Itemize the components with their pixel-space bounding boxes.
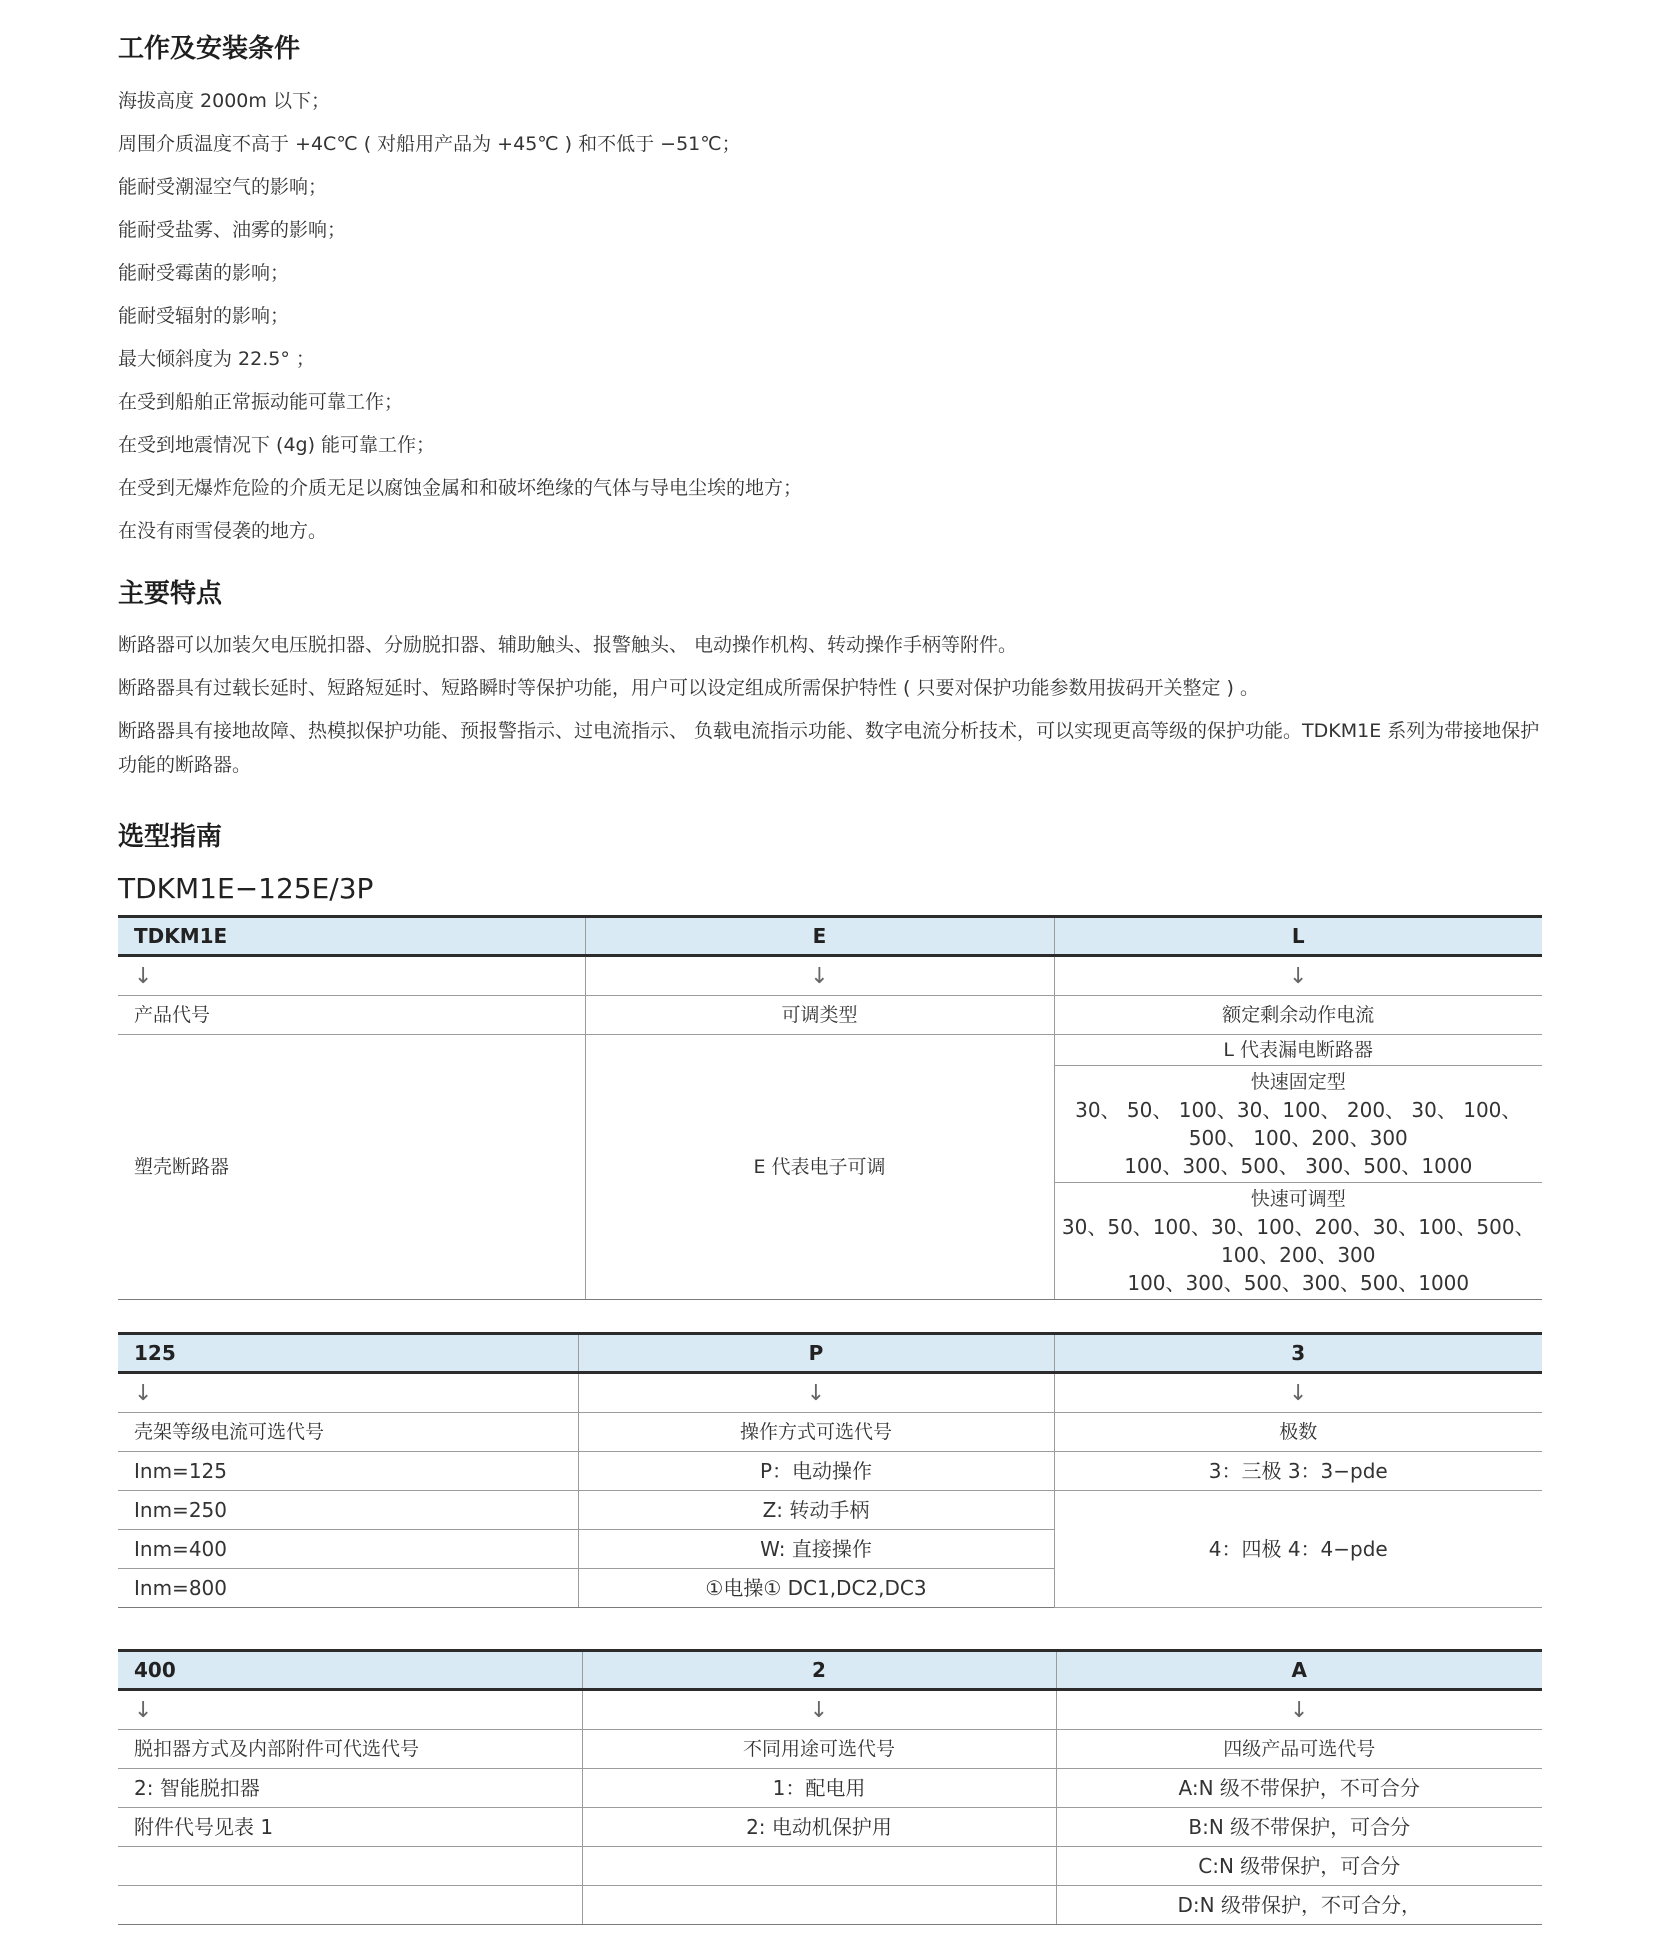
table-row bbox=[118, 1730, 1542, 1769]
condition-item: 能耐受霉菌的影响； bbox=[118, 262, 290, 284]
poles-option: 4：四极 4：4−pde bbox=[1054, 1491, 1542, 1608]
table-row bbox=[118, 996, 1542, 1035]
arrow-row bbox=[118, 1690, 1542, 1730]
adjustable-type-line: 100、300、500、300、500、1000 bbox=[1127, 1271, 1470, 1295]
arrow-row bbox=[118, 956, 1542, 996]
table-row bbox=[118, 1452, 1542, 1491]
release-option bbox=[118, 1847, 582, 1886]
operation-option: P：电动操作 bbox=[578, 1452, 1054, 1491]
fixed-type-title: 快速固定型 bbox=[1250, 1071, 1346, 1093]
frame-current-option: Inm=400 bbox=[118, 1530, 578, 1569]
model-code: TDKM1E−125E/3P bbox=[118, 872, 374, 905]
features-title: 主要特点 bbox=[118, 579, 223, 609]
arrow-row bbox=[118, 1373, 1542, 1413]
four-pole-option: B:N 级不带保护，可合分 bbox=[1056, 1808, 1542, 1847]
label-release-type: 脱扣器方式及内部附件可代选代号 bbox=[118, 1730, 582, 1769]
label-product-code: 产品代号 bbox=[118, 996, 585, 1035]
table-row bbox=[118, 1769, 1542, 1808]
down-arrow-icon: ↓ bbox=[582, 1690, 1056, 1730]
down-arrow-icon: ↓ bbox=[585, 956, 1054, 996]
label-four-pole: 四级产品可选代号 bbox=[1056, 1730, 1542, 1769]
header-residual-current: L bbox=[1054, 917, 1542, 956]
poles-option: 3：三极 3：3−pde bbox=[1054, 1452, 1542, 1491]
selection-title: 选型指南 bbox=[118, 822, 223, 852]
conditions-title: 工作及安装条件 bbox=[118, 34, 301, 64]
four-pole-option: A:N 级不带保护，不可合分 bbox=[1056, 1769, 1542, 1808]
table-header-row bbox=[118, 917, 1542, 956]
condition-item: 能耐受辐射的影响； bbox=[118, 305, 290, 327]
electronic-adjustable: E 代表电子可调 bbox=[585, 1035, 1054, 1300]
adjustable-type-line: 100、200、300 bbox=[1220, 1243, 1376, 1267]
frame-current-option: Inm=125 bbox=[118, 1452, 578, 1491]
header-operation-mode: P bbox=[578, 1334, 1054, 1373]
feature-item: 断路器具有接地故障、热模拟保护功能、预报警指示、过电流指示、 负载电流指示功能、数字电流分析技术，可以实现更高等级的保护功能。TDKM1E 系列为带接地保护功能的断路器。 bbox=[118, 720, 1540, 776]
features-list bbox=[118, 628, 1542, 782]
table-row bbox=[118, 1035, 1542, 1300]
label-usage: 不同用途可选代号 bbox=[582, 1730, 1056, 1769]
table-row bbox=[118, 1413, 1542, 1452]
usage-option bbox=[582, 1847, 1056, 1886]
moulded-case-breaker: 塑壳断路器 bbox=[118, 1035, 585, 1300]
condition-item: 在受到地震情况下 (4g) 能可靠工作； bbox=[118, 434, 436, 456]
fixed-type-block bbox=[1055, 1066, 1543, 1183]
table-row bbox=[118, 1847, 1542, 1886]
condition-item: 在受到无爆炸危险的介质无足以腐蚀金属和和破坏绝缘的气体与导电尘埃的地方； bbox=[118, 477, 803, 499]
table-row bbox=[118, 1491, 1542, 1530]
header-adjust-type: E bbox=[585, 917, 1054, 956]
table-row bbox=[118, 1808, 1542, 1847]
label-adjust-type: 可调类型 bbox=[585, 996, 1054, 1035]
frame-current-option: Inm=250 bbox=[118, 1491, 578, 1530]
feature-item: 断路器可以加装欠电压脱扣器、分励脱扣器、辅助触头、报警触头、 电动操作机构、转动操作手柄等附件。 bbox=[118, 634, 1018, 656]
selection-table-1 bbox=[118, 915, 1542, 1300]
header-poles: 3 bbox=[1054, 1334, 1542, 1373]
down-arrow-icon: ↓ bbox=[578, 1373, 1054, 1413]
operation-option: ①电操① DC1,DC2,DC3 bbox=[578, 1569, 1054, 1608]
adjustable-type-title: 快速可调型 bbox=[1250, 1188, 1346, 1210]
frame-current-option: Inm=800 bbox=[118, 1569, 578, 1608]
table-header-row bbox=[118, 1334, 1542, 1373]
condition-item: 能耐受潮湿空气的影响； bbox=[118, 176, 328, 198]
table-header-row bbox=[118, 1651, 1542, 1690]
condition-item: 在受到船舶正常振动能可靠工作； bbox=[118, 391, 404, 413]
down-arrow-icon: ↓ bbox=[118, 956, 585, 996]
down-arrow-icon: ↓ bbox=[1056, 1690, 1542, 1730]
table-row bbox=[118, 1886, 1542, 1925]
condition-item: 最大倾斜度为 22.5° ； bbox=[118, 348, 315, 370]
selection-table-3 bbox=[118, 1649, 1542, 1925]
fixed-type-line: 100、300、500、 300、500、1000 bbox=[1124, 1154, 1473, 1178]
down-arrow-icon: ↓ bbox=[118, 1690, 582, 1730]
condition-item: 周围介质温度不高于 +4C℃ ( 对船用产品为 +45℃ ) 和不低于 −51℃； bbox=[118, 133, 741, 155]
label-frame-current: 壳架等级电流可选代号 bbox=[118, 1413, 578, 1452]
release-option bbox=[118, 1886, 582, 1925]
usage-option bbox=[582, 1886, 1056, 1925]
header-four-pole: A bbox=[1056, 1651, 1542, 1690]
header-usage: 2 bbox=[582, 1651, 1056, 1690]
down-arrow-icon: ↓ bbox=[1054, 956, 1542, 996]
fixed-type-line: 500、 100、200、300 bbox=[1188, 1126, 1408, 1150]
residual-current-options bbox=[1054, 1035, 1542, 1300]
leakage-breaker-note: L 代表漏电断路器 bbox=[1055, 1035, 1543, 1066]
fixed-type-line: 30、 50、 100、30、100、 200、 30、 100、 bbox=[1075, 1098, 1522, 1122]
header-product-code: TDKM1E bbox=[118, 917, 585, 956]
conditions-list bbox=[118, 80, 802, 553]
condition-item: 能耐受盐雾、油雾的影响； bbox=[118, 219, 347, 241]
condition-item: 海拔高度 2000m 以下； bbox=[118, 90, 330, 112]
header-frame-current: 125 bbox=[118, 1334, 578, 1373]
adjustable-type-line: 30、50、100、30、100、200、30、100、500、 bbox=[1061, 1215, 1535, 1239]
operation-option: Z: 转动手柄 bbox=[578, 1491, 1054, 1530]
four-pole-option: D:N 级带保护，不可合分， bbox=[1056, 1886, 1542, 1925]
label-poles: 极数 bbox=[1054, 1413, 1542, 1452]
label-operation-mode: 操作方式可选代号 bbox=[578, 1413, 1054, 1452]
header-release-type: 400 bbox=[118, 1651, 582, 1690]
release-option: 附件代号见表 1 bbox=[118, 1808, 582, 1847]
feature-item: 断路器具有过载长延时、短路短延时、短路瞬时等保护功能，用户可以设定组成所需保护特性 ( 只要对保护功能参数用拔码开关整定 ) 。 bbox=[118, 677, 1259, 699]
down-arrow-icon: ↓ bbox=[118, 1373, 578, 1413]
adjustable-type-block bbox=[1055, 1183, 1543, 1299]
operation-option: W: 直接操作 bbox=[578, 1530, 1054, 1569]
usage-option: 1：配电用 bbox=[582, 1769, 1056, 1808]
selection-table-2 bbox=[118, 1332, 1542, 1608]
four-pole-option: C:N 级带保护，可合分 bbox=[1056, 1847, 1542, 1886]
down-arrow-icon: ↓ bbox=[1054, 1373, 1542, 1413]
release-option: 2: 智能脱扣器 bbox=[118, 1769, 582, 1808]
usage-option: 2: 电动机保护用 bbox=[582, 1808, 1056, 1847]
condition-item: 在没有雨雪侵袭的地方。 bbox=[118, 520, 328, 542]
label-residual-current: 额定剩余动作电流 bbox=[1054, 996, 1542, 1035]
